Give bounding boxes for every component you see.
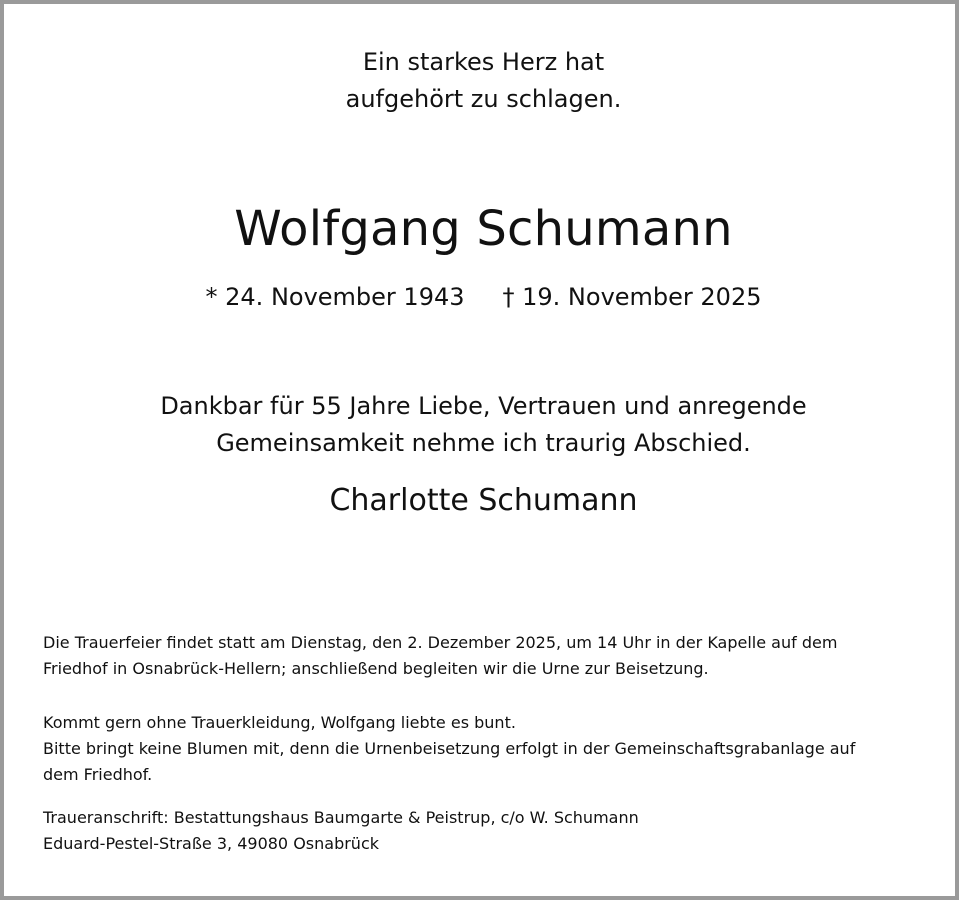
address-line-1: Traueranschrift: Bestattungshaus Baumgarte & Peistrup, c/o W. Schumann <box>43 808 639 827</box>
ceremony-line-2: Friedhof in Osnabrück-Hellern; anschließend begleiten wir die Urne zur Beisetzung. <box>43 659 709 678</box>
notes-line-3: dem Friedhof. <box>43 765 153 784</box>
farewell-line-2: Gemeinsamkeit nehme ich traurig Abschied. <box>216 429 751 457</box>
ceremony-line-1: Die Trauerfeier findet statt am Dienstag, den 2. Dezember 2025, um 14 Uhr in der Kapelle auf dem <box>43 633 838 652</box>
address-line-2: Eduard-Pestel-Straße 3, 49080 Osnabrück <box>43 834 379 853</box>
notes-line-1: Kommt gern ohne Trauerkleidung, Wolfgang liebte es bunt. <box>43 713 516 732</box>
birth-date: * 24. November 1943 <box>205 283 465 311</box>
signer-name: Charlotte Schumann <box>329 483 638 518</box>
farewell-line-1: Dankbar für 55 Jahre Liebe, Vertrauen und anregende <box>160 392 807 420</box>
farewell-message <box>4 388 959 462</box>
ceremony-info <box>43 630 933 682</box>
mourning-address <box>43 805 933 857</box>
opening-verse <box>4 44 959 118</box>
life-dates <box>4 280 959 314</box>
notes-info <box>43 710 933 788</box>
verse-line-2: aufgehört zu schlagen. <box>345 85 622 113</box>
verse-line-1: Ein starkes Herz hat <box>362 48 605 76</box>
death-date: † 19. November 2025 <box>502 283 762 311</box>
notes-line-2: Bitte bringt keine Blumen mit, denn die Urnenbeisetzung erfolgt in der Gemeinschaftsgrabanlage auf <box>43 739 856 758</box>
deceased-name: Wolfgang Schumann <box>234 201 733 257</box>
